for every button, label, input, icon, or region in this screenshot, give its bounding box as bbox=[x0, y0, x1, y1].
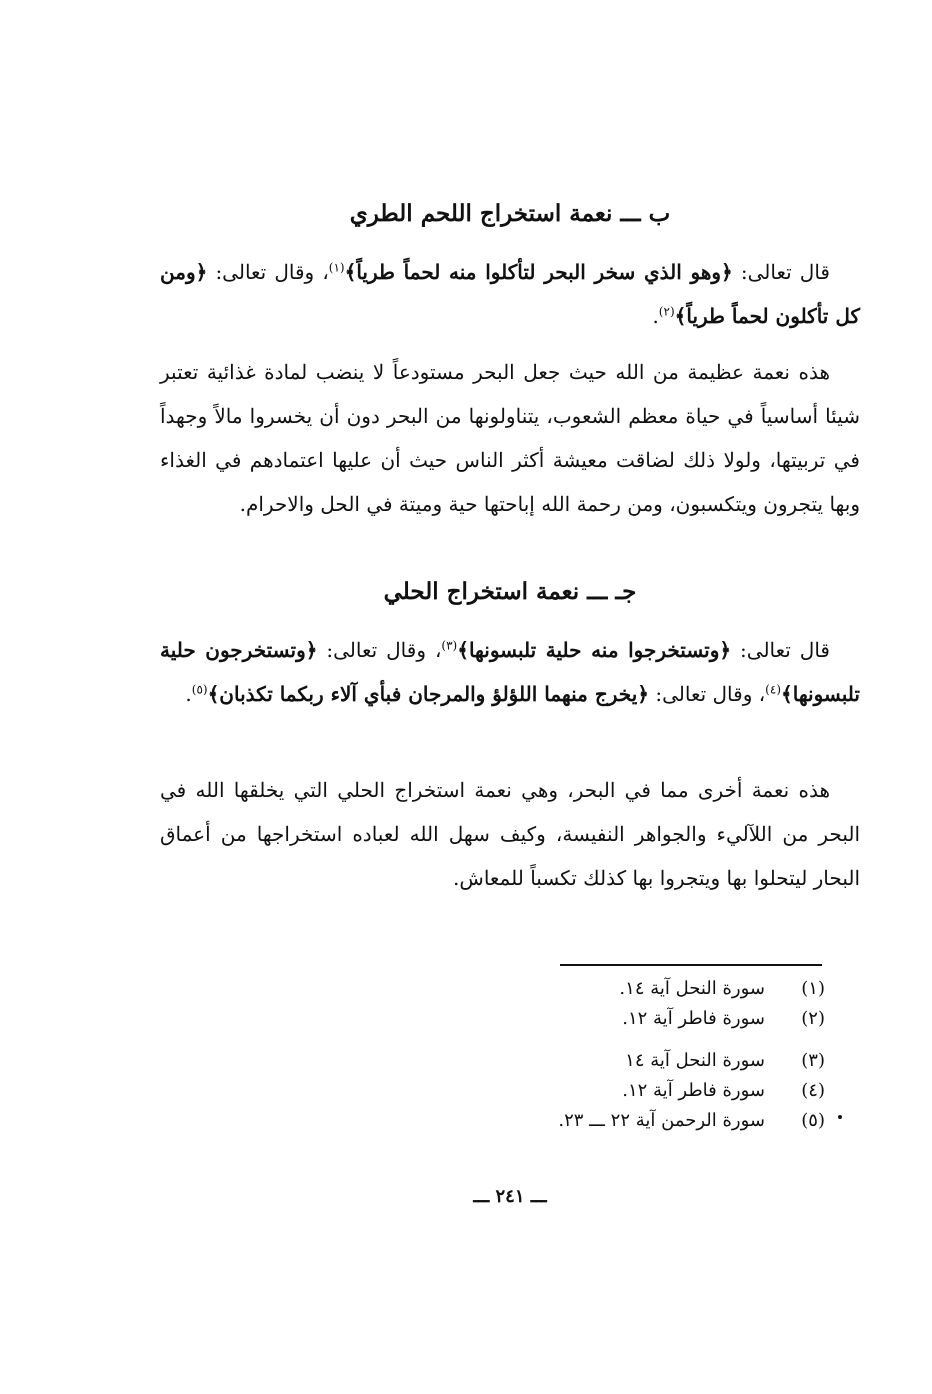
footnote-item bbox=[440, 1050, 825, 1080]
footnote-ref-5: (٥) bbox=[191, 682, 208, 697]
section-b-quote-paragraph bbox=[160, 250, 860, 338]
section-c-heading: جـ ـــ نعمة استخراج الحلي bbox=[383, 578, 637, 605]
footnote-number: (١) bbox=[801, 978, 825, 999]
quote-end: . bbox=[185, 682, 192, 706]
quran-verse-5: ﴿يخرج منهما اللؤلؤ والمرجان فبأي آلاء ربكما تكذبان﴾ bbox=[207, 682, 649, 706]
footnote-number: (٥) bbox=[801, 1110, 825, 1131]
footnotes-list bbox=[440, 978, 825, 1140]
footnote-number: (٤) bbox=[801, 1080, 825, 1101]
footnote-ref-3: (٣) bbox=[441, 638, 458, 653]
footnote-item bbox=[440, 1110, 825, 1140]
footnote-separator bbox=[560, 964, 822, 966]
quran-verse-1: ﴿وهو الذي سخر البحر لتأكلوا منه لحماً طرياً﴾ bbox=[344, 260, 733, 284]
quote-intro: قال تعالى: bbox=[731, 638, 830, 662]
footnote-ref-2: (٢) bbox=[658, 304, 675, 319]
quote-connector: ، وقال تعالى: bbox=[207, 260, 329, 284]
section-c-quotes bbox=[160, 628, 860, 716]
section-b-body bbox=[160, 350, 860, 526]
footnote-ref-4: (٤) bbox=[765, 682, 781, 697]
footnote-item bbox=[440, 978, 825, 1008]
quran-verse-4: ﴿وتستخرجون حلية تلبسونها﴾ bbox=[160, 638, 860, 706]
footnote-ref-1: (١) bbox=[328, 260, 345, 275]
section-b-paragraph: هذه نعمة عظيمة من الله حيث جعل البحر مستودعاً لا ينضب لمادة غذائية تعتبر شيئا أساسياً في حياة معظم الشعوب، يتناولونها من البحر دون أن يخسروا مالاً وجهداً في تربيتها، ولولا ذلك لضاقت معيشة أكثر الناس حيث أن عليها اعتمادهم في الغذاء وبها يتجرون ويتكسبون، ومن رحمة الله إباحتها حية وميتة في الحل والاحرام. bbox=[160, 360, 860, 516]
footnote-number: (٢) bbox=[801, 1008, 825, 1029]
footnote-text: سورة النحل آية ١٤. bbox=[619, 978, 765, 999]
footnote-item bbox=[440, 1008, 825, 1038]
section-b-quotes bbox=[160, 250, 860, 338]
footnote-text: سورة النحل آية ١٤ bbox=[625, 1050, 765, 1071]
print-speck bbox=[838, 1115, 842, 1119]
quran-verse-3: ﴿وتستخرجوا منه حلية تلبسونها﴾ bbox=[457, 638, 732, 662]
quote-connector: ، وقال تعالى: bbox=[317, 638, 442, 662]
section-c-quote-paragraph bbox=[160, 628, 860, 716]
footnote-number: (٣) bbox=[801, 1050, 825, 1071]
footnote-text: سورة فاطر آية ١٢. bbox=[622, 1080, 765, 1101]
quote-connector: ، وقال تعالى: bbox=[648, 682, 766, 706]
section-b-heading: ب ـــ نعمة استخراج اللحم الطري bbox=[349, 200, 671, 227]
quote-end: . bbox=[652, 304, 659, 328]
quran-verse-2: ﴿ومن كل تأكلون لحماً طرياً﴾ bbox=[160, 260, 860, 328]
section-c-body bbox=[160, 768, 860, 900]
footnote-text: سورة الرحمن آية ٢٢ ـــ ٢٣. bbox=[558, 1110, 765, 1131]
footnote-text: سورة فاطر آية ١٢. bbox=[622, 1008, 765, 1029]
quote-intro: قال تعالى: bbox=[732, 260, 830, 284]
page-number: ـــ ٢٤١ ـــ bbox=[473, 1186, 547, 1207]
section-c-paragraph: هذه نعمة أخرى مما في البحر، وهي نعمة استخراج الحلي التي يخلقها الله في البحر من اللآليء والجواهر النفيسة، وكيف سهل الله لعباده استخراجها من أعماق البحار ليتحلوا بها ويتجروا بها كذلك تكسباً للمعاش. bbox=[160, 778, 861, 890]
footnote-item bbox=[440, 1080, 825, 1110]
